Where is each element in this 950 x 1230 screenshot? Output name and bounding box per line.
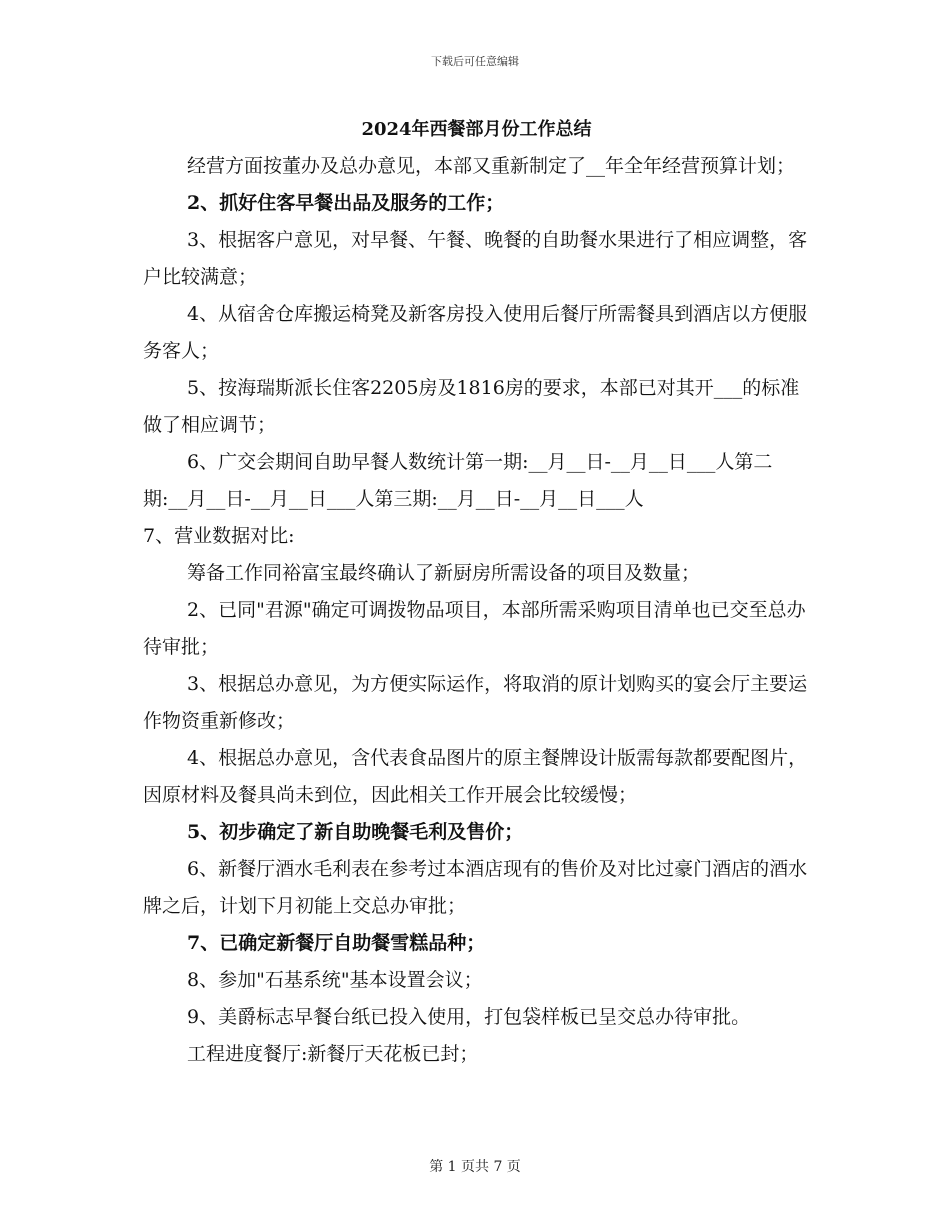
paragraph: 6、广交会期间自助早餐人数统计第一期:__月__日-__月__日___人第二期:__月__日-__月__日___人第三期:__月__日-__月__日___人 [143,451,773,510]
paragraph: 筹备工作同裕富宝最终确认了新厨房所需设备的项目及数量； [187,562,701,584]
paragraph: 6、新餐厅酒水毛利表在参考过本酒店现有的售价及对比过豪门酒店的酒水牌之后，计划下月初能上交总办审批； [143,858,808,917]
paragraph: 9、美爵标志早餐台纸已投入使用，打包袋样板已呈交总办待审批。 [187,1006,751,1028]
paragraph: 4、根据总办意见，含代表食品图片的原主餐牌设计版需每款都要配图片，因原材料及餐具尚未到位，因此相关工作开展会比较缓慢； [143,747,808,806]
paragraph: 经营方面按董办及总办意见，本部又重新制定了__年全年经营预算计划； [187,155,796,177]
paragraph-list [143,148,810,1073]
document-body [143,112,810,1073]
page-header: 下载后可任意编辑 [431,55,519,68]
paragraph: 4、从宿舍仓库搬运椅凳及新客房投入使用后餐厅所需餐具到酒店以方便服务客人； [143,303,808,362]
paragraph: 3、根据客户意见，对早餐、午餐、晚餐的自助餐水果进行了相应调整，客户比较满意； [143,229,808,288]
paragraph: 7、营业数据对比: [143,525,295,547]
page-footer: 第 1 页共 7 页 [429,1159,521,1175]
document-title: 2024年西餐部月份工作总结 [361,119,592,140]
paragraph: 5、按海瑞斯派长住客2205房及1816房的要求，本部已对其开___的标准做了相应调节； [143,377,800,436]
paragraph: 3、根据总办意见，为方便实际运作，将取消的原计划购买的宴会厅主要运作物资重新修改； [143,673,808,732]
paragraph: 工程进度餐厅:新餐厅天花板已封； [187,1043,479,1065]
paragraph: 7、已确定新餐厅自助餐雪糕品种； [187,932,486,954]
paragraph: 5、初步确定了新自助晚餐毛利及售价； [187,821,524,843]
paragraph: 2、抓好住客早餐出品及服务的工作； [187,192,505,214]
paragraph: 8、参加"石基系统"基本设置会议； [187,969,483,991]
paragraph: 2、已同"君源"确定可调拨物品项目，本部所需采购项目清单也已交至总办待审批； [143,599,806,658]
